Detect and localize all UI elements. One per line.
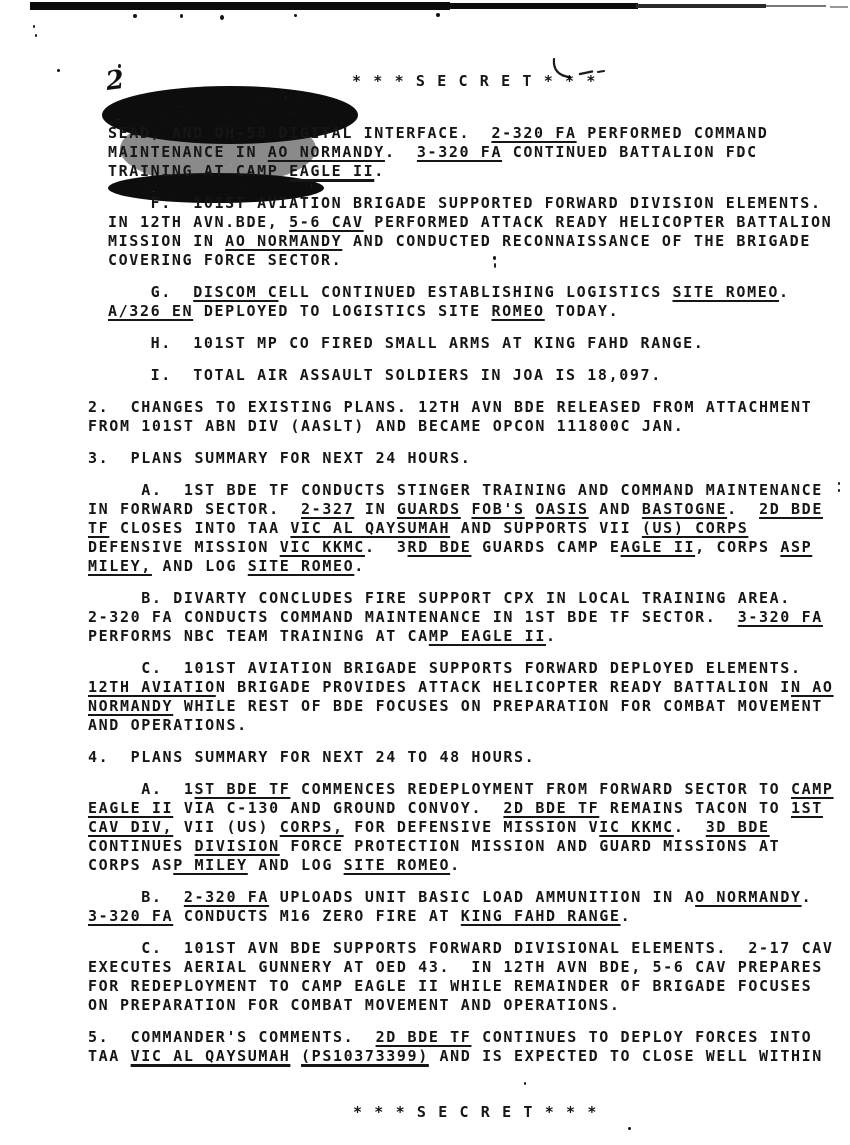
- text: CORPS AS: [88, 856, 174, 874]
- text: FORCE PROTECTION MISSION AND GUARD MISSIONS AT: [279, 837, 781, 855]
- underlined-text: CAV DIV,: [88, 818, 174, 836]
- underlined-text: CAMP: [790, 780, 834, 798]
- para-3b: [88, 589, 834, 646]
- text: 4. PLANS SUMMARY FOR NEXT 24 TO 48 HOURS.: [88, 748, 536, 766]
- text-line: [88, 716, 834, 735]
- text: .: [450, 856, 461, 874]
- scan-speck: [524, 1082, 526, 1085]
- text: .: [779, 283, 790, 301]
- underlined-text: OASIS: [535, 500, 589, 518]
- classification-header: * * * S E C R E T * * *: [352, 72, 597, 90]
- text: , CORPS: [695, 538, 781, 556]
- text-line: [108, 302, 834, 321]
- text: DEPLOYED TO LOGISTICS SITE: [193, 302, 492, 320]
- text: .: [354, 557, 365, 575]
- text: .: [546, 627, 557, 645]
- underlined-text: EAGLE II: [88, 799, 174, 817]
- text-line: [88, 780, 834, 799]
- text-line: [88, 977, 834, 996]
- text: .: [727, 500, 760, 518]
- text: IN 12TH AVN.BDE,: [108, 213, 290, 231]
- para-4c: [88, 939, 834, 1015]
- underlined-text: 1ST: [790, 799, 823, 817]
- text: REMAINS TACON TO: [599, 799, 791, 817]
- text: CONTINUES TO DEPLOY FORCES INTO: [471, 1028, 813, 1046]
- text: [461, 500, 472, 518]
- text-line: [88, 538, 834, 557]
- para-1g: [108, 283, 834, 321]
- text: AND SUPPORTS VII: [450, 519, 642, 537]
- text-line: [88, 659, 834, 678]
- text: PERFORMED ATTACK READY HELICOPTER BATTALION: [363, 213, 833, 231]
- underlined-text: 2-327: [301, 500, 355, 518]
- para-4a: [88, 780, 834, 875]
- text: VIA C-130 AND GROUND CONVOY.: [173, 799, 504, 817]
- handwritten-page-number: 2: [104, 65, 126, 97]
- text: AND CONDUCTED RECONNAISSANCE OF THE BRIGADE: [342, 232, 811, 250]
- text: N BRIGADE PROVIDES ATTACK HELICOPTER READY BATTALION I: [215, 678, 791, 696]
- underlined-text: GUARDS: [396, 500, 461, 518]
- text: MISSION IN: [108, 232, 226, 250]
- text-line: [88, 799, 834, 818]
- scan-artifact-top-bar: [766, 5, 826, 7]
- para-1h: [108, 334, 834, 353]
- underlined-text: (PS10373399): [301, 1047, 429, 1065]
- text: TAA: [88, 1047, 131, 1065]
- text-line: [88, 519, 834, 538]
- text: .: [384, 143, 417, 161]
- scan-artifact-top-bar: [30, 2, 450, 10]
- text: CONTINUED BATTALION FDC: [502, 143, 758, 161]
- text: ELL CONTINUED ESTABLISHING LOGISTICS: [278, 283, 673, 301]
- scan-speck: [220, 15, 224, 20]
- underlined-text: KING FAHD RANGE: [460, 907, 621, 925]
- text-line: [88, 748, 834, 767]
- text: SEAD, AND OH-58 DIGITAL INTERFACE.: [108, 124, 492, 142]
- underlined-text: O NORMANDY: [695, 888, 802, 906]
- para-1i: [108, 366, 834, 385]
- text: AND: [588, 500, 642, 518]
- para-5: [88, 1028, 834, 1066]
- underlined-text: DISCOM C: [193, 283, 279, 301]
- text: H. 101ST MP CO FIRED SMALL ARMS AT KING FAHD RANGE.: [108, 334, 705, 352]
- text-line: [88, 697, 834, 716]
- text: CONDUCTS M16 ZERO FIRE AT: [173, 907, 461, 925]
- underlined-text: (US) CORPS: [641, 519, 749, 537]
- underlined-text: BASTOGNE: [641, 500, 728, 518]
- text: .: [620, 907, 632, 925]
- scan-artifact-top-bar: [636, 4, 766, 8]
- scan-speck: [57, 69, 60, 72]
- underlined-text: 2D BDE TF: [503, 799, 600, 817]
- underlined-text: CORPS,: [279, 818, 344, 836]
- underlined-text: P MILEY: [173, 856, 248, 874]
- text-line: [108, 124, 834, 143]
- underlined-text: DIVISION: [194, 837, 280, 855]
- scan-speck: [294, 14, 297, 17]
- underlined-text: AO NORMANDY: [225, 232, 343, 250]
- text: 2-320 FA CONDUCTS COMMAND MAINTENANCE IN 1ST BDE TF SECTOR.: [88, 608, 738, 626]
- text: G.: [108, 283, 194, 301]
- underlined-text: 5-6 CAV: [289, 213, 364, 231]
- text: 2. CHANGES TO EXISTING PLANS. 12TH AVN BDE RELEASED FROM ATTACHMENT: [88, 398, 813, 416]
- scan-speck: [180, 14, 183, 18]
- underlined-text: IC KKMC: [599, 818, 674, 836]
- text: A. 1ST BDE TF CONDUCTS STINGER TRAINING AND COMMAND MAINTENANCE: [88, 481, 823, 499]
- underlined-text: NORMANDY: [88, 697, 174, 715]
- text: .: [374, 162, 385, 180]
- text-line: [88, 1028, 834, 1047]
- underlined-text: 2D BDE TF: [375, 1028, 472, 1046]
- underlined-text: FOB'S: [471, 500, 525, 518]
- text: CONTINUES: [88, 837, 195, 855]
- text-line: [108, 143, 834, 162]
- underlined-text: 3-320 FA: [416, 143, 503, 161]
- text: [525, 500, 536, 518]
- text: 3. PLANS SUMMARY FOR NEXT 24 HOURS.: [88, 449, 472, 467]
- text: FROM 101ST ABN DIV (AASLT) AND BECAME OPCON 111800C JAN.: [88, 417, 685, 435]
- text-line: [108, 334, 834, 353]
- scan-artifact-top-bar: [830, 6, 848, 8]
- underlined-text: 3D BDE: [705, 818, 770, 836]
- text-line: [88, 608, 834, 627]
- text: AND OPERATIONS.: [88, 716, 248, 734]
- text: COVERING FORCE SECTOR.: [108, 251, 343, 269]
- pen-mark: [540, 55, 620, 85]
- text: C. 101ST AVIATION BRIGADE SUPPORTS FORWARD DEPLOYED ELEMENTS.: [88, 659, 802, 677]
- text-line: [88, 958, 834, 977]
- text-line: [88, 417, 834, 436]
- text-line: [108, 366, 834, 385]
- text-line: [88, 996, 834, 1015]
- para-2: [88, 398, 834, 436]
- text-line: [88, 939, 834, 958]
- scan-speck: [35, 34, 37, 37]
- classification-footer: * * * S E C R E T * * *: [353, 1103, 598, 1121]
- scan-speck: [838, 489, 840, 492]
- text: GUARDS CAMP E: [471, 538, 621, 556]
- text: MAINTENANCE IN: [108, 143, 268, 161]
- text: WHILE REST OF BDE FOCUSES ON PREPARATION FOR COMBAT MOVEMENT: [173, 697, 823, 715]
- text: FOR DEFENSIVE MISSION V: [343, 818, 600, 836]
- text: B. DIVARTY CONCLUDES FIRE SUPPORT CPX IN LOCAL TRAINING AREA.: [88, 589, 791, 607]
- underlined-text: N AO: [790, 678, 834, 696]
- underlined-text: 2-320 FA: [183, 888, 270, 906]
- document-body: [88, 124, 834, 1079]
- text: IN FORWARD SECTOR.: [88, 500, 302, 518]
- underlined-text: VIC AL QAYSUMAH: [130, 1047, 291, 1065]
- text-line: [88, 907, 834, 926]
- text-line: [88, 837, 834, 856]
- text-line: [108, 162, 834, 181]
- scan-speck: [133, 14, 137, 18]
- underlined-text: MP EAGLE II: [428, 627, 546, 645]
- underlined-text: ROMEO: [491, 302, 545, 320]
- underlined-text: SITE ROMEO: [247, 557, 355, 575]
- text: EXECUTES AERIAL GUNNERY AT OED 43. IN 12TH AVN BDE, 5-6 CAV PREPARES: [88, 958, 823, 976]
- text: TODAY.: [544, 302, 620, 320]
- para-4: [88, 748, 834, 767]
- text-line: [88, 856, 834, 875]
- scan-speck: [628, 1127, 631, 1130]
- text: C. 101ST AVN BDE SUPPORTS FORWARD DIVISIONAL ELEMENTS. 2-17 CAV: [88, 939, 834, 957]
- underlined-text: 2D BDE: [759, 500, 823, 518]
- para-3: [88, 449, 834, 468]
- underlined-text: EAGLE II: [289, 162, 375, 180]
- text: I. TOTAL AIR ASSAULT SOLDIERS IN JOA IS 18,097.: [108, 366, 662, 384]
- text: . 3: [364, 538, 408, 556]
- underlined-text: ASP: [780, 538, 813, 556]
- text: .: [801, 888, 813, 906]
- text: B.: [88, 888, 184, 906]
- para-3a: [88, 481, 834, 576]
- text: .: [673, 818, 706, 836]
- text: CLOSES INTO TAA: [109, 519, 291, 537]
- text-line: [88, 398, 834, 417]
- underlined-text: VIC AL QAYSUMAH: [290, 519, 451, 537]
- underlined-text: AGLE II: [620, 538, 696, 556]
- text: ON PREPARATION FOR COMBAT MOVEMENT AND OPERATIONS.: [88, 996, 621, 1014]
- underlined-text: SITE ROMEO: [343, 856, 451, 874]
- para-1-continuation: [108, 124, 834, 181]
- underlined-text: A/326 EN: [108, 302, 194, 320]
- text: IN: [354, 500, 397, 518]
- text: AND IS EXPECTED TO CLOSE WELL WITHIN: [428, 1047, 823, 1065]
- text: [290, 1047, 301, 1065]
- text: A. 1: [88, 780, 195, 798]
- para-1f: [108, 194, 834, 270]
- text: VII (US): [173, 818, 280, 836]
- text-line: [88, 500, 834, 519]
- text-line: [108, 251, 834, 270]
- text: AND LOG: [247, 856, 344, 874]
- text: TRAINING AT CAMP: [108, 162, 290, 180]
- text: PERFORMED COMMAND: [576, 124, 769, 142]
- para-3c: [88, 659, 834, 735]
- text-line: [108, 194, 834, 213]
- text-line: [88, 888, 834, 907]
- text: FOR REDEPLOYMENT TO CAMP EAGLE II WHILE REMAINDER OF BRIGADE FOCUSES: [88, 977, 813, 995]
- scan-artifact-top-bar: [448, 3, 638, 9]
- underlined-text: ST BDE TF: [194, 780, 291, 798]
- text: 5. COMMANDER'S COMMENTS.: [88, 1028, 376, 1046]
- text: F. 101ST AVIATION BRIGADE SUPPORTED FORWARD DIVISION ELEMENTS.: [108, 194, 822, 212]
- underlined-text: SITE ROMEO: [672, 283, 780, 301]
- underlined-text: RD BDE: [407, 538, 472, 556]
- text-line: [88, 1047, 834, 1066]
- underlined-text: VIC KKMC: [279, 538, 365, 556]
- scan-speck: [838, 482, 840, 485]
- para-4b: [88, 888, 834, 926]
- text-line: [88, 678, 834, 697]
- scan-speck: [33, 25, 35, 28]
- underlined-text: 12TH AVIATIO: [88, 678, 216, 696]
- underlined-text: AO NORMANDY: [267, 143, 385, 161]
- text-line: [108, 232, 834, 251]
- underlined-text: 3-320 FA: [737, 608, 823, 626]
- underlined-text: 3-320 FA: [88, 907, 174, 925]
- text: DEFENSIVE MISSION: [88, 538, 280, 556]
- text-line: [88, 449, 834, 468]
- text: PERFORMS NBC TEAM TRAINING AT CA: [88, 627, 429, 645]
- text: UPLOADS UNIT BASIC LOAD AMMUNITION IN A: [269, 888, 696, 906]
- underlined-text: 2-320 FA: [491, 124, 577, 142]
- text-line: [88, 589, 834, 608]
- text-line: [108, 213, 834, 232]
- underlined-text: MILEY,: [88, 557, 152, 575]
- text-line: [88, 627, 834, 646]
- text: COMMENCES REDEPLOYMENT FROM FORWARD SECTOR TO: [290, 780, 791, 798]
- text-line: [108, 283, 834, 302]
- text-line: [88, 557, 834, 576]
- text-line: [88, 818, 834, 837]
- text: AND LOG: [151, 557, 248, 575]
- text-line: [88, 481, 834, 500]
- scan-speck: [436, 13, 440, 17]
- underlined-text: TF: [88, 519, 110, 537]
